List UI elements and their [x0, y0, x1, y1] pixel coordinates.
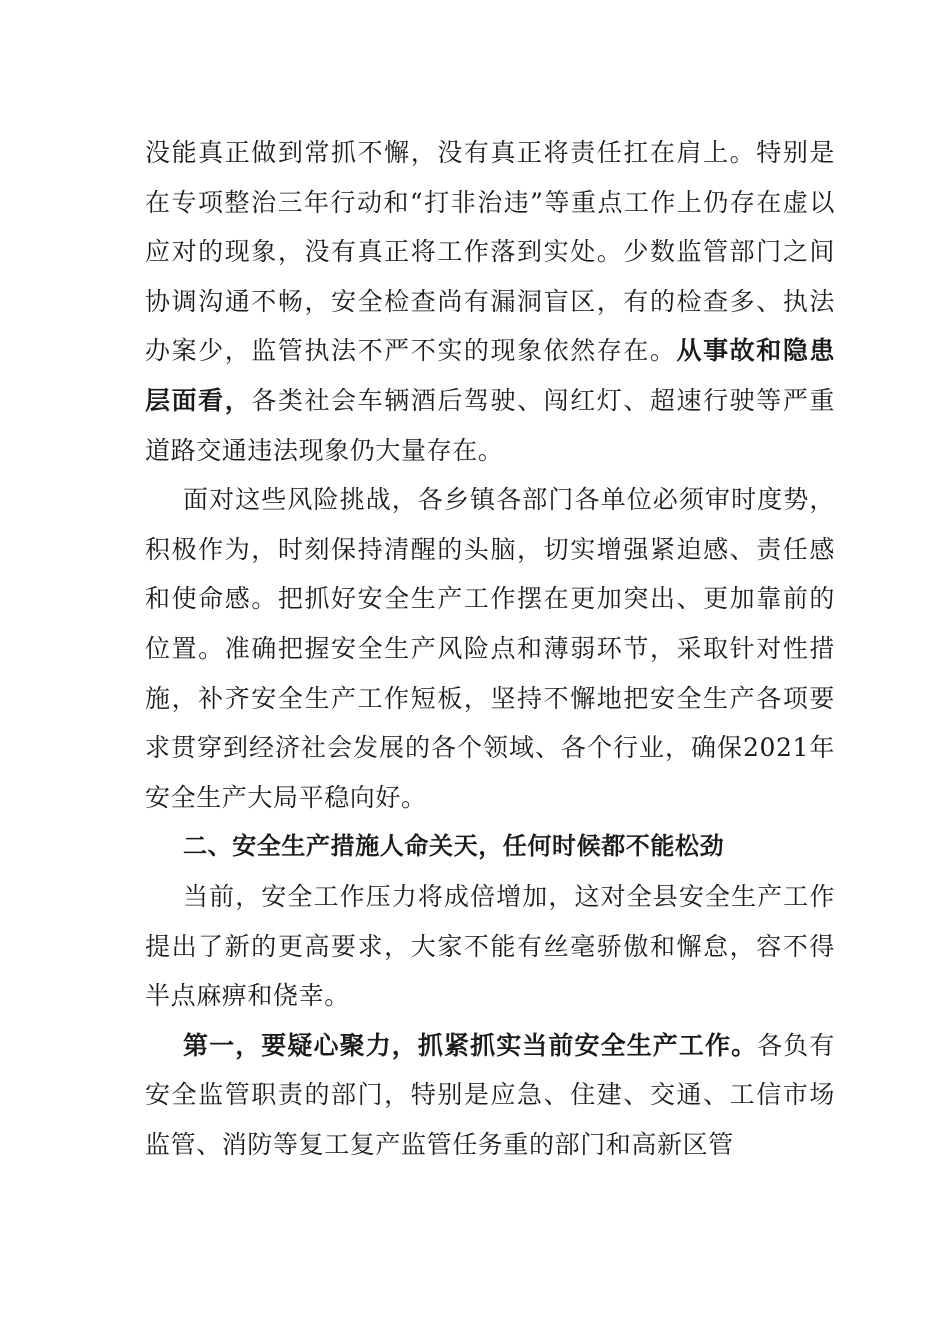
paragraph-3: 当前，安全工作压力将成倍增加，这对全县安全生产工作提出了新的更高要求，大家不能有丝毫骄傲和懈怠，容不得半点麻痹和侥幸。 [145, 881, 835, 1011]
paragraph-1-rest: 各类社会车辆酒后驾驶、闯红灯、超速行驶等严重道路交通违法现象仍大量存在。 [145, 385, 836, 465]
paragraph-1 [145, 128, 835, 475]
paragraph-4-bold-lead: 第一，要疑心聚力，抓紧抓实当前安全生产工作。 [183, 1030, 758, 1060]
paragraph-1-bold-lead: 从事故和隐患层面看， [145, 336, 835, 415]
document-body [145, 128, 835, 1169]
paragraph-2: 面对这些风险挑战，各乡镇各部门各单位必须审时度势，积极作为，时刻保持清醒的头脑，切实增强紧迫感、责任感和使命感。把抓好安全生产工作摆在更加突出、更加靠前的位置。准确把握安全生产风险点和薄弱环节，采取针对性措施，补齐安全生产工作短板，坚持不懈地把安全生产各项要求贯穿到经济社会发展的各个领域、各个行业，确保2021年安全生产大局平稳向好。 [145, 485, 835, 812]
section-heading-2: 二、安全生产措施人命关天，任何时候都不能松劲 [183, 832, 725, 861]
paragraph-4 [145, 1021, 835, 1170]
paragraph-4-rest: 各负有安全监管职责的部门，特别是应急、住建、交通、工信市场监管、消防等复工复产监管任务重的部门和高新区管 [145, 1030, 835, 1159]
paragraph-1-text: 没能真正做到常抓不懈，没有真正将责任扛在肩上。特别是在专项整治三年行动和“打非治违”等重点工作上仍存在虚以应对的现象，没有真正将工作落到实处。少数监管部门之间协调沟通不畅，安全检查尚有漏洞盲区，有的检查多、执法办案少，监管执法不严不实的现象依然存在。 [145, 138, 835, 366]
